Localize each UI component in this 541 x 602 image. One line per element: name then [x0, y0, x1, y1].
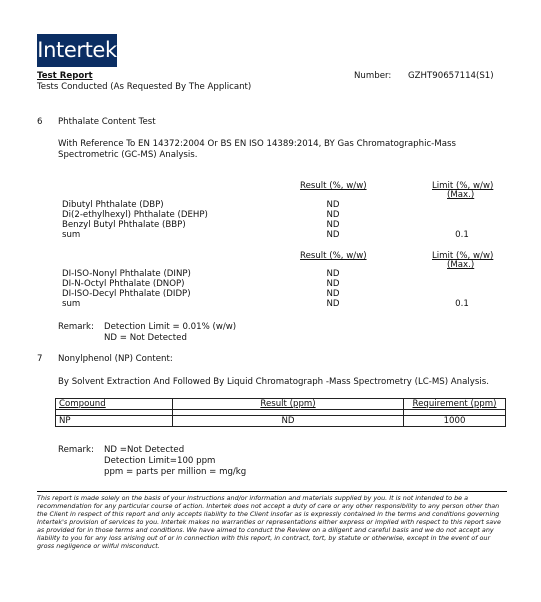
- section6-remark-line2: ND = Not Detected: [104, 333, 187, 343]
- phthalate-row-name: sum: [62, 230, 81, 240]
- section6-remark-label: Remark:: [58, 322, 94, 332]
- section6-number: 6: [37, 117, 43, 127]
- phthalate-row-limit: 0.1: [455, 230, 469, 240]
- phthalate-row-result: ND: [326, 299, 340, 309]
- section6-reference: With Reference To EN 14372:2004 Or BS EN ISO 14389:2014, BY Gas Chromatographic-Mass Spectrometric (GC-MS) Analysis.: [58, 139, 456, 160]
- phthalate-row-result: ND: [326, 220, 340, 230]
- result-header-2: Result (%, w/w): [300, 251, 367, 261]
- np-header-result: Result (ppm): [173, 399, 404, 410]
- phthalate-row-result: ND: [326, 289, 340, 299]
- section6-title: Phthalate Content Test: [58, 117, 156, 127]
- phthalate-row-name: Benzyl Butyl Phthalate (BBP): [62, 220, 186, 230]
- section7-remark-line1: ND =Not Detected: [104, 445, 185, 455]
- report-subtitle: Tests Conducted (As Requested By The Applicant): [37, 82, 252, 92]
- np-cell-requirement: 1000: [404, 416, 506, 427]
- np-table: [55, 398, 506, 427]
- phthalate-row-limit: 0.1: [455, 299, 469, 309]
- table-row: [56, 416, 506, 427]
- section7-remark-line3: ppm = parts per million = mg/kg: [104, 467, 247, 477]
- phthalate-row-name: DI-ISO-Decyl Phthalate (DIDP): [62, 289, 191, 299]
- result-header-1: Result (%, w/w): [300, 181, 367, 191]
- phthalate-row-result: ND: [326, 269, 340, 279]
- np-table-header-row: [56, 399, 506, 410]
- section7-number: 7: [37, 354, 43, 364]
- np-header-compound: Compound: [56, 399, 173, 410]
- section6-remark-line1: Detection Limit = 0.01% (w/w): [104, 322, 237, 332]
- phthalate-row-name: DI-N-Octyl Phthalate (DNOP): [62, 279, 185, 289]
- np-cell-result: ND: [173, 416, 404, 427]
- disclaimer: This report is made solely on the basis of your instructions and/or information and materials supplied by you. It is not intended to be a recommendation for any particular course of action. Intertek does not accept a duty of care or any other responsibility to any person other than the Client in respect of this report and only accepts liability to the Client insofar as is expressly contained in the terms and conditions governing Intertek's provision of services to you. Intertek makes no warranties or representations either express or implied with respect to this report save as provided for in those terms and conditions. We have aimed to conduct the Review on a diligent and careful basis and we do not accept any liability to you for any loss arising out of or in connection with this report, in contract, tort, by statute or otherwise, except in the event of our gross negligence or wilful misconduct.: [37, 491, 507, 550]
- intertek-logo: Intertek: [37, 34, 117, 67]
- phthalate-row-result: ND: [326, 230, 340, 240]
- phthalate-row-result: ND: [326, 279, 340, 289]
- section7-remark-label: Remark:: [58, 445, 94, 455]
- section7-title: Nonylphenol (NP) Content:: [58, 354, 173, 364]
- phthalate-row-name: Di(2-ethylhexyl) Phthalate (DEHP): [62, 210, 208, 220]
- limit-header-1b: (Max.): [447, 190, 475, 200]
- number-value: GZHT90657114(S1): [408, 71, 494, 81]
- phthalate-row-result: ND: [326, 210, 340, 220]
- limit-header-2b: (Max.): [447, 260, 475, 270]
- section7-method: By Solvent Extraction And Followed By Liquid Chromatograph -Mass Spectrometry (LC-MS) Analysis.: [58, 377, 489, 387]
- phthalate-row-result: ND: [326, 200, 340, 210]
- phthalate-row-name: DI-ISO-Nonyl Phthalate (DINP): [62, 269, 191, 279]
- report-title: Test Report: [37, 71, 93, 81]
- limit-header-1a: Limit (%, w/w): [432, 181, 494, 191]
- np-header-requirement: Requirement (ppm): [404, 399, 506, 410]
- phthalate-row-name: Dibutyl Phthalate (DBP): [62, 200, 164, 210]
- number-label: Number:: [354, 71, 392, 81]
- limit-header-2a: Limit (%, w/w): [432, 251, 494, 261]
- np-cell-compound: NP: [56, 416, 173, 427]
- phthalate-row-name: sum: [62, 299, 81, 309]
- section7-remark-line2: Detection Limit=100 ppm: [104, 456, 216, 466]
